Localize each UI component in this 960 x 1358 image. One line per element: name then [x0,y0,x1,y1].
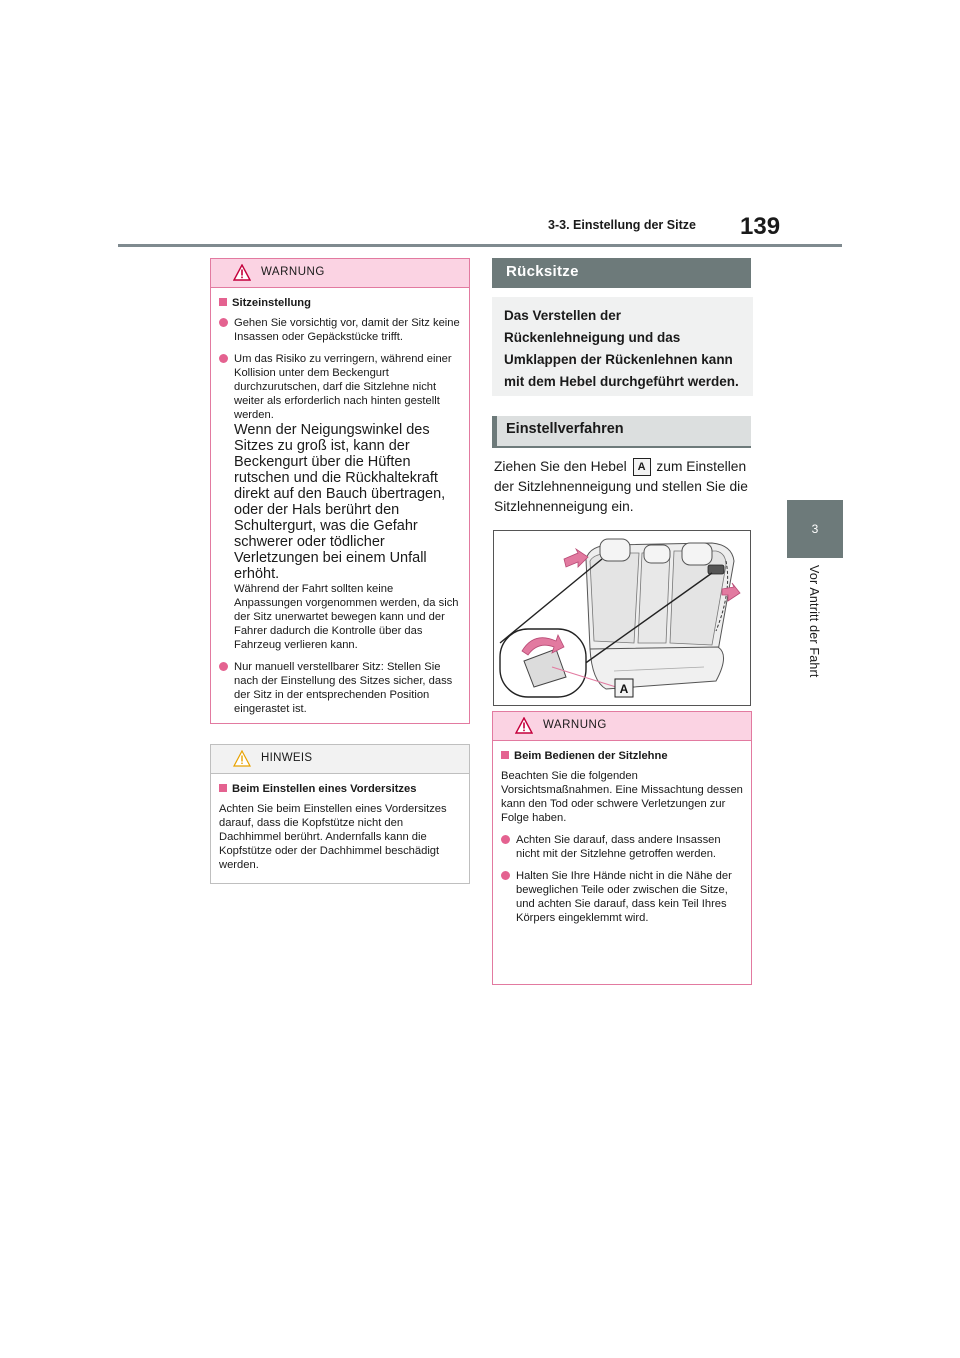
warning-intro: Beachten Sie die folgenden Vorsichtsmaßnahmen. Eine Missachtung dessen kann den Tod oder schwere Verletzungen zur Folge haben. [501,770,743,824]
chapter-number: 3 [811,522,819,536]
chapter-tab[interactable] [787,500,843,558]
note-header [211,745,469,774]
list-item [219,352,461,652]
note-section-title: Beim Einstellen eines Vordersitzes [219,782,461,796]
note-box-front-seat [210,744,470,884]
bullet-icon [219,662,228,671]
warning-label: WARNUNG [261,266,325,278]
warning-triangle-icon [515,717,533,734]
heading-einstellverfahren: Einstellverfahren [492,416,751,448]
figure-label: A [619,682,629,696]
warning-box-seatback [492,711,752,985]
list-item: Nur manuell verstellbarer Sitz: Stellen Sie nach der Einstellung des Sitzes sicher, dass der Sitz in der entsprechenden Position eingerastet ist. [219,660,461,716]
summary-box [492,297,753,396]
warning-box-seat-adjust [210,258,470,724]
section-title: 3-3. Einstellung der Sitze [548,218,696,232]
square-bullet-icon [219,298,227,306]
lever-badge: A [633,458,651,476]
warning-triangle-icon [233,264,251,281]
bullet-icon [219,318,228,327]
warning-section-title: Beim Bedienen der Sitzlehne [501,749,743,763]
warning-section-title: Sitzeinstellung [219,296,461,310]
item-tail-text: Während der Fahrt sollten keine Anpassungen vorgenommen werden, da sich der Sitz unerwartet bewegen kann und der Fahrer dadurch die Kontrolle über das Fahrzeug verlieren kann. [234,583,459,651]
warning-header [493,712,751,741]
instruction-text: Ziehen Sie den Hebel A zum Einstellen der Sitzlehnenneigung und stellen Sie die Sitzlehnenneigung ein. [494,459,748,514]
header-rule [118,244,842,247]
item-text: Um das Risiko zu verringern, während einer Kollision unter dem Beckengurt durchzurutschen, darf die Sitzlehne nicht weiter als erforderlich nach hinten gestellt werden. [234,353,452,421]
square-bullet-icon [219,784,227,792]
note-text: Achten Sie beim Einstellen eines Vordersitzes darauf, dass die Kopfstütze nicht den Dachhimmel berührt. Andernfalls kann die Kopfstütze oder der Dachhimmel beschädigt werden. [219,803,447,871]
list-item: Halten Sie Ihre Hände nicht in die Nähe der beweglichen Teile oder zwischen die Sitze, und achten Sie darauf, dass kein Teil Ihres Körpers eingeklemmt wird. [501,869,743,925]
heading-accent-bar [492,416,497,448]
rear-seat-illustration [493,530,751,706]
list-item: Gehen Sie vorsichtig vor, damit der Sitz keine Insassen oder Gepäckstücke trifft. [219,316,461,344]
item-large-text: Wenn der Neigungswinkel des Sitzes zu groß ist, kann der Beckengurt über die Hüften rutschen und die Rückhaltekraft direkt auf den Bauch übertragen, oder der Hals berührt den Schultergurt, was die Gefahr schwerer oder tödlicher Verletzungen bei einem Unfall erhöht. [234,422,446,582]
caution-triangle-icon [233,750,251,767]
heading-ruecksitze: Rücksitze [492,258,751,288]
note-label: HINWEIS [261,752,313,764]
square-bullet-icon [501,751,509,759]
bullet-icon [219,354,228,363]
chapter-label: Vor Antritt der Fahrt [807,565,821,678]
list-item: Achten Sie darauf, dass andere Insassen nicht mit der Sitzlehne getroffen werden. [501,833,743,861]
warning-label: WARNUNG [543,719,607,731]
bullet-icon [501,835,510,844]
bullet-icon [501,871,510,880]
seat-drawing [494,531,750,705]
page-number: 139 [740,213,781,240]
warning-header [211,259,469,288]
summary-text: Das Verstellen der Rückenlehneigung und das Umklappen der Rückenlehnen kann mit dem Hebel durchgeführt werden. [504,308,739,389]
